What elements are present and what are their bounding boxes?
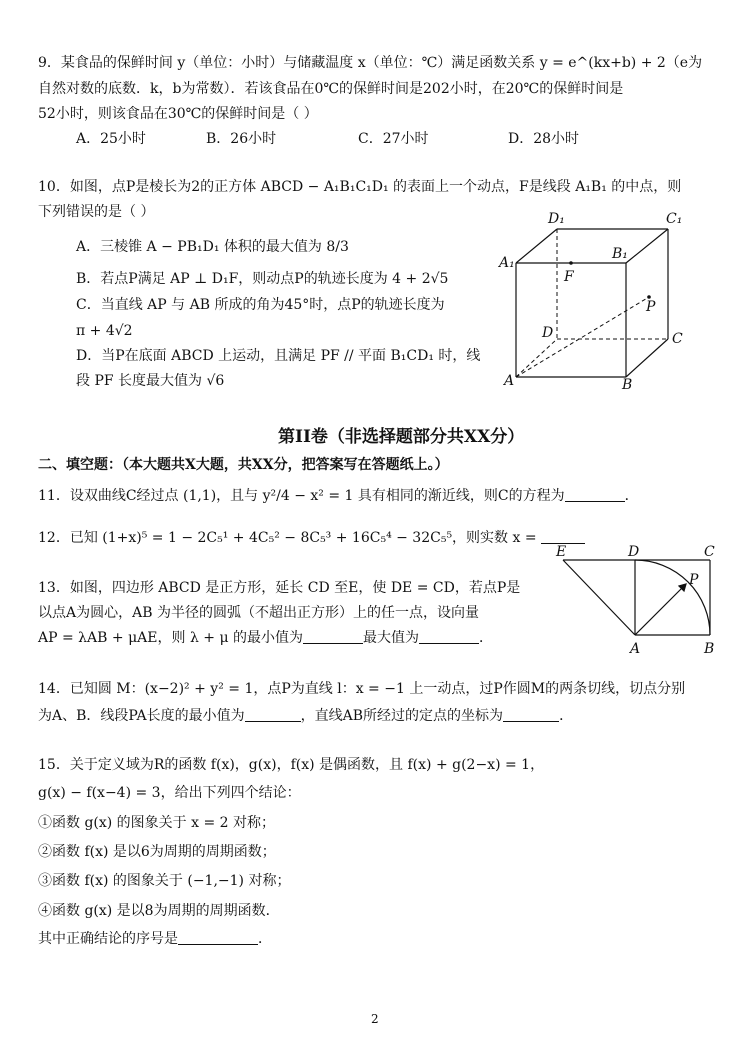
q10-option-c-line1: C．当直线 AP 与 AB 所成的角为45°时，点P的轨迹长度为: [76, 297, 445, 313]
label-f: F: [564, 269, 574, 285]
q9-line3: 52小时，则该食品在30℃的保鲜时间是（ ）: [38, 106, 318, 122]
q9-option-b: B．26小时: [206, 131, 277, 147]
q15-last-line: [38, 930, 272, 948]
q15-answer-blank: [178, 930, 258, 945]
q14-text-a: 为A、B．线段PA长度的最小值为: [38, 708, 245, 724]
page-number: 2: [371, 1012, 379, 1026]
q11-text: 11．设双曲线C经过点 (1,1)，且与 y²/4 − x² = 1 具有相同的渐近线，则C的方程为: [38, 488, 565, 504]
q12-text: 12．已知 (1+x)⁵ = 1 − 2C₅¹ + 4C₅² − 8C₅³ + 16C₅⁴ − 32C₅⁵，则实数 x =: [38, 530, 537, 546]
label-p-sq: P: [689, 572, 699, 588]
q10-option-c-line2: π + 4√2: [76, 323, 133, 339]
q11-answer-blank: [565, 487, 625, 502]
q14-length-blank: [245, 707, 301, 722]
label-d-sq: D: [628, 544, 640, 560]
label-d: D: [542, 325, 554, 341]
q13-line3: [38, 629, 493, 647]
q10-option-d-line1: D．当P在底面 ABCD 上运动，且满足 PF // 平面 B₁CD₁ 时，线: [76, 348, 481, 364]
q9-line1: 9．某食品的保鲜时间 y（单位：小时）与储藏温度 x（单位：℃）满足函数关系 y = e^(kx+b) + 2（e为: [38, 55, 703, 71]
q14-end: ．: [559, 708, 574, 724]
q15-line1: 15．关于定义域为R的函数 f(x)，g(x)，f(x) 是偶函数，且 f(x) + g(2−x) = 1，: [38, 757, 545, 773]
q10-option-a: A．三棱锥 A − PB₁D₁ 体积的最大值为 8/3: [76, 239, 349, 255]
q15-end: ．: [258, 931, 272, 947]
q10-option-b: B．若点P满足 AP ⊥ D₁F，则动点P的轨迹长度为 4 + 2√5: [76, 271, 449, 287]
q10-option-d-line2: 段 PF 长度最大值为 √6: [76, 373, 225, 389]
q13-line1: 13．如图，四边形 ABCD 是正方形，延长 CD 至E，使 DE = CD，若点P是: [38, 580, 521, 596]
q14-text-b: ，直线AB所经过的定点的坐标为: [300, 708, 504, 724]
q13-text-min: AP = λAB + μAE，则 λ + μ 的最小值为: [38, 630, 303, 646]
square-arc-figure: [548, 540, 728, 660]
label-a1: A₁: [499, 255, 515, 271]
q13-end: ．: [479, 630, 493, 646]
section2-heading: 二、填空题：（本大题共X大题，共XX分，把答案写在答题纸上。）: [38, 457, 449, 473]
label-e: E: [556, 544, 567, 560]
label-b-sq: B: [704, 641, 715, 657]
q9-options: [76, 130, 676, 148]
q15-conclusion-3: ③函数 f(x) 的图象关于 (−1,−1) 对称；: [38, 873, 291, 889]
q14-point-blank: [503, 707, 559, 722]
q9-line2: 自然对数的底数．k，b为常数）．若该食品在0℃的保鲜时间是202小时，在20℃的保鲜时间是: [38, 81, 624, 97]
q13-min-blank: [303, 629, 363, 644]
q10-line1: 10．如图，点P是棱长为2的正方体 ABCD − A₁B₁C₁D₁ 的表面上一个动点，F是线段 A₁B₁ 的中点，则: [38, 179, 682, 195]
label-d1: D₁: [548, 211, 565, 227]
q12-line: [38, 529, 585, 547]
q10-line2: 下列错误的是（ ）: [38, 204, 155, 220]
part2-title: 第II卷（非选择题部分共XX分）: [278, 427, 525, 447]
q11-line: [38, 487, 639, 505]
q13-text-max: 最大值为: [363, 630, 419, 646]
q11-end: ．: [624, 488, 639, 504]
q14-line2: [38, 707, 573, 725]
q15-last-text: 其中正确结论的序号是: [38, 931, 178, 947]
q9-option-d: D．28小时: [508, 131, 580, 147]
q15-conclusion-4: ④函数 g(x) 是以8为周期的周期函数．: [38, 903, 280, 919]
label-a: A: [504, 373, 515, 389]
q9-option-a: A．25小时: [76, 131, 146, 147]
label-a-sq: A: [630, 641, 641, 657]
q14-line1: 14．已知圆 M：(x−2)² + y² = 1，点P为直线 l：x = −1 上一动点，过P作圆M的两条切线，切点分别: [38, 681, 686, 697]
label-b1: B₁: [612, 246, 628, 262]
q15-line2: g(x) − f(x−4) = 3，给出下列四个结论：: [38, 785, 301, 801]
label-c: C: [672, 331, 683, 347]
q13-max-blank: [419, 629, 479, 644]
q15-conclusion-2: ②函数 f(x) 是以6为周期的周期函数；: [38, 844, 276, 860]
q13-line2: 以点A为圆心，AB 为半径的圆弧（不超出正方形）上的任一点，设向量: [38, 605, 479, 621]
cube-figure: [494, 205, 694, 395]
label-c1: C₁: [666, 211, 683, 227]
label-c-sq: C: [704, 544, 715, 560]
q15-conclusion-1: ①函数 g(x) 的图象关于 x = 2 对称；: [38, 815, 276, 831]
label-p: P: [646, 299, 656, 315]
q9-option-c: C．27小时: [358, 131, 429, 147]
label-b: B: [622, 377, 633, 393]
